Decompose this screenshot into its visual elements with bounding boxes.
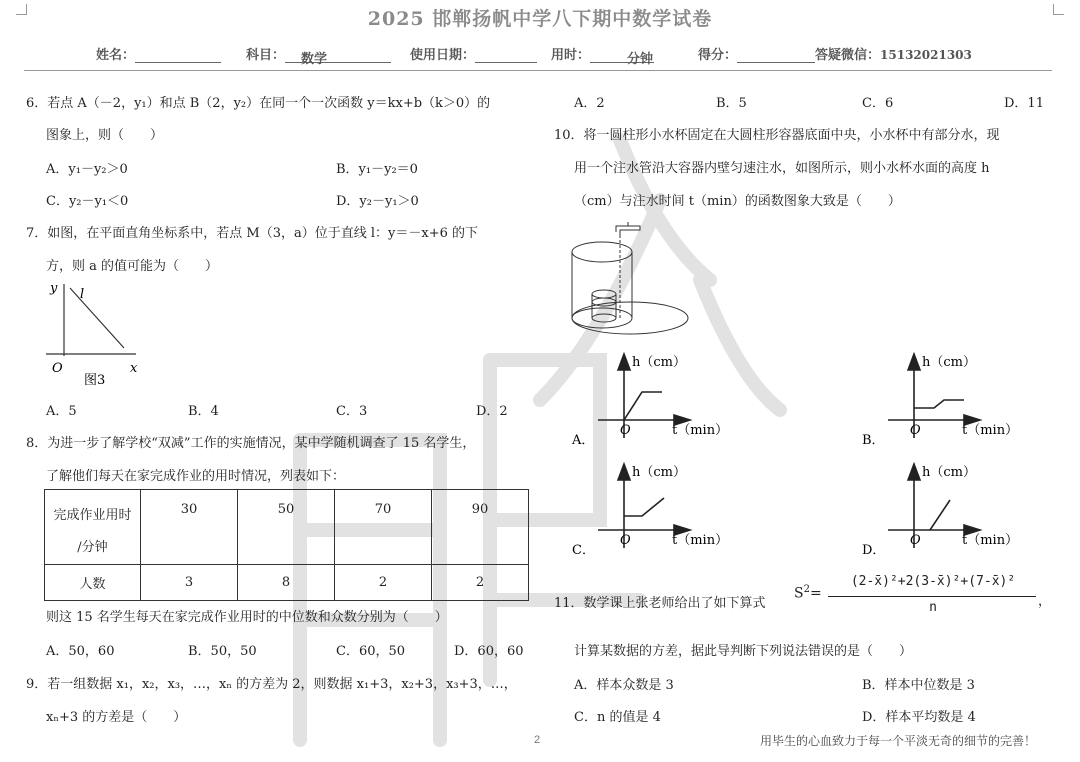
q10-option-b-label: B． [862,433,885,448]
q11-stem-2: 计算某数据的方差，据此导判断下列说法错误的是（ ） [574,644,913,659]
graph-y-label: h（cm） [922,355,976,370]
table-row-label: 人数 [45,565,141,601]
duration-field: 用时： 分钟 [551,48,654,67]
q7-figure [40,278,160,390]
q8-option-d: D．60，60 [454,644,524,659]
q6-option-a: A．y₁－y₂＞0 [46,162,128,177]
fig-l-label: l [80,287,85,302]
cylinder-figure [562,222,692,340]
q10-stem: 10．将一圆柱形小水杯固定在大圆柱形容器底面中央，小水杯中有部分水，现 [554,128,1000,143]
table-cell: 70 [335,490,432,565]
q10-stem-3: （cm）与注水时间 t（min）的函数图象大致是（ ） [574,194,901,209]
q6-option-d: D．y₂－y₁＞0 [336,194,419,209]
graph-x-label: t（min） [962,533,1019,548]
q10-graph-d [860,458,1030,558]
q7-stem-2: 方，则 a 的值可能为（ ） [46,259,219,274]
graph-origin: O [620,423,631,438]
table-header-cell: 完成作业用时 /分钟 [45,490,141,565]
q10-option-c-label: C． [572,543,595,558]
formula-numerator: (2-x̄)²+2(3-x̄)²+(7-x̄)² [850,574,1016,589]
q10-stem-2: 用一个注水管沿大容器内壁匀速注水，如图所示，则小水杯水面的高度 h [574,161,990,176]
q10-option-a-label: A． [572,433,595,448]
fig-x-label: x [130,361,138,376]
footer-motto: 用毕生的心血致力于每一个平淡无奇的细节的完善！ [760,734,1037,748]
q11-stem: 11．数学课上张老师给出了如下算式 [554,596,766,611]
header-divider [24,70,1052,71]
q9-stem-2: xₙ+3 的方差是（ ） [46,710,187,725]
graph-x-label: t（min） [962,423,1019,438]
q6-stem-2: 图象上，则（ ） [46,128,164,143]
q8-table [44,489,529,601]
table-cell: 3 [141,565,238,601]
fig-origin-label: O [52,361,63,376]
q9-option-a: A．2 [574,96,605,111]
subject-field: 科目： 数学 [246,44,391,63]
variance-symbol: $S^2=$ [794,584,822,602]
q9-stem: 9．若一组数据 x₁，x₂，x₃，…，xₙ 的方差为 2，则数据 x₁+3，x₂+3，x₃+3，…， [26,677,517,692]
date-field: 使用日期： [410,44,537,63]
q11-option-a: A．样本众数是 3 [574,678,674,693]
q9-option-c: C．6 [862,96,894,111]
table-cell: 8 [238,565,335,601]
q8-option-b: B．50，50 [188,644,257,659]
q6-stem: 6．若点 A（－2，y₁）和点 B（2，y₂）在同一个一次函数 y＝kx+b（k＞0）的 [26,96,491,111]
graph-x-label: t（min） [672,533,729,548]
graph-y-label: h（cm） [922,465,976,480]
graph-origin: O [910,533,921,548]
table-cell: 2 [335,565,432,601]
q7-option-a: A．5 [46,404,77,419]
q7-option-d: D．2 [476,404,508,419]
q10-option-d-label: D． [862,543,886,558]
graph-y-label: h（cm） [632,355,686,370]
table-cell: 30 [141,490,238,565]
graph-x-label: t（min） [672,423,729,438]
q6-option-b: B．y₁－y₂＝0 [336,162,418,177]
q8-option-a: A．50，60 [46,644,115,659]
formula-denominator: n [929,600,937,615]
q8-stem-3: 则这 15 名学生每天在家完成作业用时的中位数和众数分别为（ ） [46,610,448,625]
name-field: 姓名： [96,44,221,63]
table-cell: 90 [432,490,529,565]
q11-option-b: B．样本中位数是 3 [862,678,975,693]
fig-caption: 图3 [84,373,106,388]
q10-graph-c [570,458,740,558]
q7-stem: 7．如图，在平面直角坐标系中，若点 M（3，a）位于直线 l：y＝－x+6 的下 [26,226,478,241]
q7-option-c: C．3 [336,404,368,419]
page-number: 2 [534,734,541,746]
score-field: 得分： 答疑微信：15132021303 [698,48,972,63]
q8-stem-2: 了解他们每天在家完成作业的用时情况，列表如下： [46,469,346,484]
graph-y-label: h（cm） [632,465,686,480]
q9-option-d: D．11 [1004,96,1044,111]
table-cell: 2 [432,565,529,601]
q6-option-c: C．y₂－y₁＜0 [46,194,129,209]
fig-y-label: y [50,281,58,296]
q9-option-b: B．5 [716,96,747,111]
q10-graph-a [570,348,740,448]
fraction-bar [828,596,1036,597]
graph-origin: O [910,423,921,438]
q8-stem: 8．为进一步了解学校“双减”工作的实施情况，某中学随机调查了 15 名学生， [26,436,476,451]
table-cell: 50 [238,490,335,565]
q11-option-c: C．n 的值是 4 [574,710,661,725]
q7-option-b: B．4 [188,404,219,419]
q11-option-d: D．样本平均数是 4 [862,710,976,725]
q8-option-c: C．60，50 [336,644,406,659]
page-title: 2025 邯郸扬帆中学八下期中数学试卷 [367,8,713,30]
graph-origin: O [620,533,631,548]
formula-comma: ， [1038,594,1052,609]
q10-graph-b [860,348,1030,448]
